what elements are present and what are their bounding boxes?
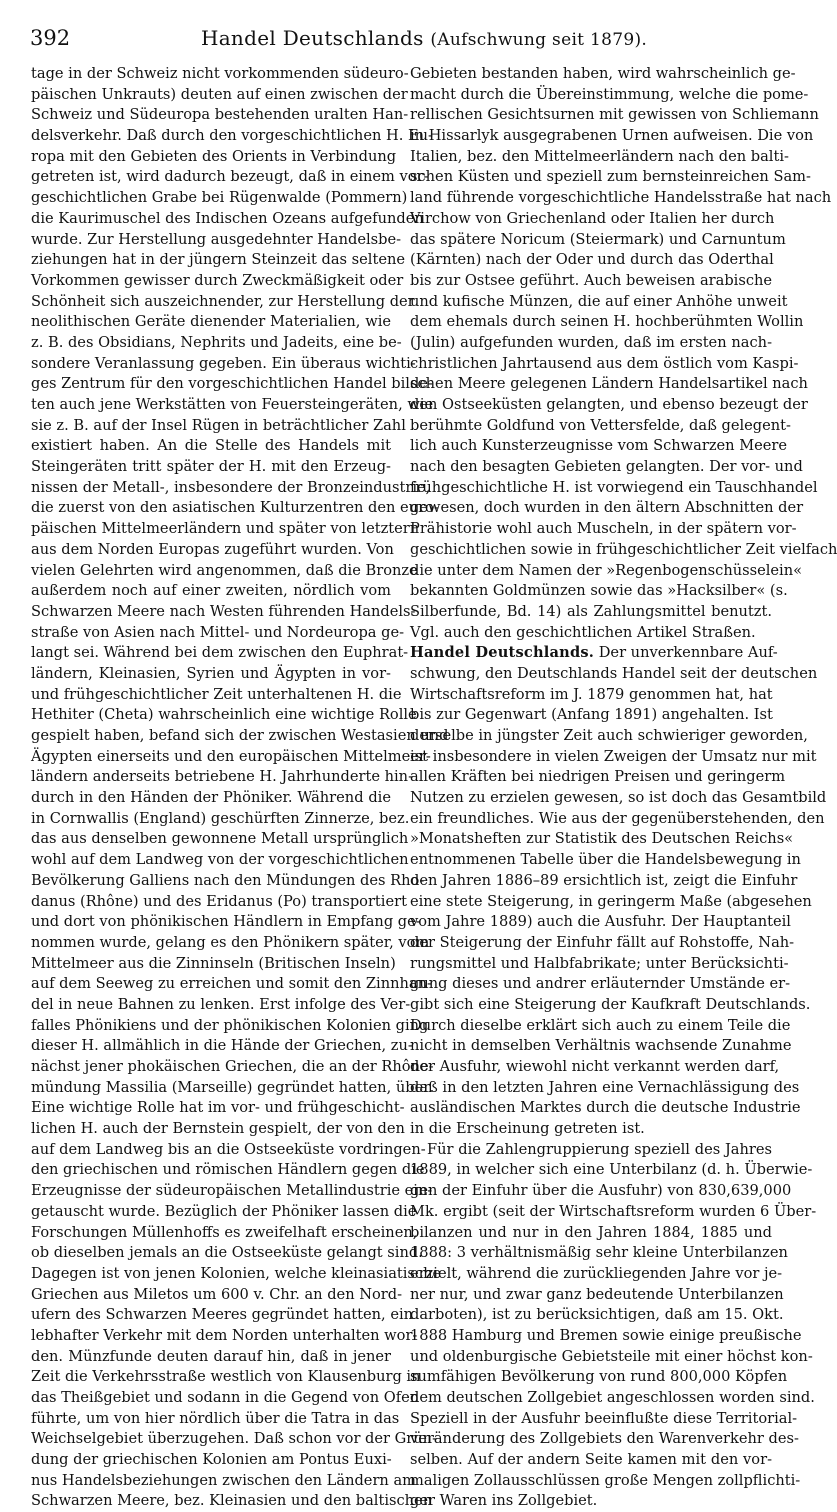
text-line: gen der Einfuhr über die Ausfuhr) von 830,639,000 [410,1182,792,1200]
text-line: Nutzen zu erzielen gewesen, so ist doch das Gesamtbild [410,789,827,807]
text-line: ufern des Schwarzen Meeres gegründet hatten, ein [31,1306,414,1324]
text-line: bis zur Gegenwart (Anfang 1891) angehalten. Ist [410,706,773,724]
text-line: Vgl. auch den geschichtlichen Artikel Straßen. [410,623,756,641]
running-title-subtitle: (Aufschwung seit 1879). [430,30,648,50]
text-line: den. Münzfunde deuten darauf hin, daß in jener [31,1347,391,1365]
text-line: ob dieselben jemals an die Ostseeküste gelangt sind. [31,1244,423,1262]
text-line: allen Kräften bei niedrigen Preisen und geringerm [410,768,786,786]
text-line: gewesen, doch wurden in den ältern Abschnitten der [410,499,804,517]
text-line: z. B. des Obsidians, Nephrits und Jadeits, eine be- [31,333,402,351]
text-line: Griechen aus Miletos um 600 v. Chr. an den Nord- [31,1285,403,1303]
text-line: neolithischen Geräte dienender Materialien, wie [31,313,391,331]
text-line: den griechischen und römischen Händlern gegen die [31,1161,425,1179]
text-line: den Ostseeküsten gelangten, und ebenso bezeugt der [410,396,808,413]
text-line: derselbe in jüngster Zeit auch schwieriger geworden, [410,727,808,744]
text-line: wohl auf dem Landweg von der vorgeschichtlichen [31,851,409,869]
text-line: Dagegen ist von jenen Kolonien, welche kleinasiatische [31,1264,442,1282]
text-line: die zuerst von den asiatischen Kulturzentren den euro- [31,499,439,517]
text-line: dem deutschen Zollgebiet angeschlossen worden sind. [410,1389,815,1406]
text-line: ziehungen hat in der jüngern Steinzeit das seltene [31,251,405,269]
text-line: Gebieten bestanden haben, wird wahrscheinlich ge- [410,65,796,82]
text-line: dung der griechischen Kolonien am Pontus Euxi- [31,1451,392,1469]
text-line: dem ehemals durch seinen H. hochberühmten Wollin [410,313,804,331]
text-line: darboten), ist zu berücksichtigen, daß am 15. Okt. [410,1306,784,1324]
text-line: Schweiz und Südeuropa bestehenden uralten Han- [31,106,409,124]
text-line: ist insbesondere in vielen Zweigen der Umsatz nur mit [410,747,817,765]
text-line: und dort von phönikischen Händlern in Empfang ge- [31,913,421,931]
text-line: bilanzen und nur in den Jahren 1884, 1885 und [410,1223,772,1241]
text-line: Vorkommen gewisser durch Zweckmäßigkeit oder [31,271,404,289]
text-line: das Theißgebiet und sodann in die Gegend von Ofen [31,1389,420,1406]
paragraph-handel-deutschlands [410,643,827,1140]
text-line: Prähistorie wohl auch Muscheln, in der spätern vor- [410,520,797,538]
text-line: päischen Unkrauts) deuten auf einen zwischen der [31,85,408,103]
text-line: lich auch Kunsterzeugnisse vom Schwarzen Meere [410,437,788,455]
text-line: bekannten Goldmünzen sowie das »Hacksilber« (s. [410,582,788,600]
text-line-rest: Der unverkennbare Auf- [594,644,778,662]
text-line: ner nur, und zwar ganz bedeutende Unterbilanzen [410,1285,784,1303]
text-line: in Cornwallis (England) geschürften Zinnerze, bez. [31,809,410,827]
text-line: sie z. B. auf der Insel Rügen in beträchtlicher Zahl [31,416,406,434]
text-line: geschichtlichen sowie in frühgeschichtlicher Zeit vielfach [410,540,837,558]
text-line: tage in der Schweiz nicht vorkommenden südeuro- [31,65,409,82]
running-header [30,26,778,56]
text-line: berühmte Goldfund von Vettersfelde, daß gelegent- [410,416,791,434]
text-line: in die Erscheinung getreten ist. [410,1120,645,1138]
text-line: der Ausfuhr, wiewohl nicht verkannt werden darf, [410,1058,780,1075]
text-line: und frühgeschichtlicher Zeit unterhaltenen H. die [31,685,402,703]
text-line: ein freundliches. Wie aus der gegenüberstehenden, den [410,809,825,827]
paragraph-zahlengruppierung [410,1140,817,1512]
left-column [31,64,449,1512]
text-line: delsverkehr. Daß durch den vorgeschichtlichen H. Eu- [31,127,433,145]
text-line: ten auch jene Werkstätten von Feuersteingeräten, wie [31,396,434,413]
text-line: sondere Veranlassung gegeben. Ein überaus wichti- [31,354,416,372]
paragraph-prehistoric-trade [410,64,837,643]
text-line: (Kärnten) nach der Oder und durch das Oderthal [410,251,774,269]
text-line: schen Meere gelegenen Ländern Handelsartikel nach [410,375,808,393]
text-line: und oldenburgische Gebietsteile mit einer höchst kon- [410,1347,813,1365]
text-line: Steingeräten tritt später der H. mit den Erzeug- [31,458,391,476]
text-line: 1889, in welcher sich eine Unterbilanz (d. h. Überwie- [410,1161,813,1179]
text-line: Forschungen Müllenhoffs es zweifelhaft erscheinen, [31,1223,418,1241]
text-line: (Julin) aufgefunden wurden, daß im ersten nach- [410,333,772,351]
text-line: nicht in demselben Verhältnis wachsende Zunahme [410,1037,792,1055]
text-line: geschichtlichen Grabe bei Rügenwalde (Pommern) [31,189,408,207]
text-line: getreten ist, wird dadurch bezeugt, daß in einem vor- [31,168,429,186]
text-line: macht durch die Übereinstimmung, welche die pome- [410,85,809,103]
text-line: 1888 Hamburg und Bremen sowie einige preußische [410,1326,802,1344]
text-line: Durch dieselbe erklärt sich auch zu einem Teile die [410,1016,791,1034]
text-line: »Monatsheften zur Statistik des Deutschen Reichs« [410,830,794,848]
text-line: auf dem Seeweg zu erreichen und somit den Zinnhan- [31,975,432,993]
right-column [410,64,837,1512]
text-line: gibt sich eine Steigerung der Kaufkraft Deutschlands. [410,995,811,1013]
running-title-main: Handel Deutschlands [200,26,424,50]
text-line: entnommenen Tabelle über die Handelsbewegung in [410,851,801,869]
text-line: der Steigerung der Einfuhr fällt auf Rohstoffe, Nah- [410,933,795,951]
text-line: christlichen Jahrtausend aus dem östlich vom Kaspi- [410,354,799,372]
text-line: Schönheit sich auszeichnender, zur Herstellung der [31,292,415,310]
text-line: gung dieses und andrer erläuternder Umstände er- [410,975,791,993]
text-line: Silberfunde, Bd. 14) als Zahlungsmittel benutzt. [410,602,772,620]
text-line: den Jahren 1886–89 ersichtlich ist, zeigt die Einfuhr [410,871,798,889]
page-number: 392 [30,26,71,50]
text-line: Für die Zahlengruppierung speziell des Jahres [427,1140,772,1158]
text-line: falles Phönikiens und der phönikischen Kolonien ging [31,1016,429,1034]
text-line: rellischen Gesichtsurnen mit gewissen von Schliemann [410,106,819,124]
text-line: existiert haben. An die Stelle des Handels mit [31,437,391,455]
text-line: dieser H. allmählich in die Hände der Griechen, zu- [31,1037,413,1055]
text-line: das aus denselben gewonnene Metall ursprünglich [31,830,409,848]
text-line: langt sei. Während bei dem zwischen den Euphrat- [31,644,409,662]
text-line: straße von Asien nach Mittel- und Nordeuropa ge- [31,623,405,641]
text-line: ropa mit den Gebieten des Orients in Verbindung [31,147,397,165]
text-line: ländern anderseits betriebene H. Jahrhunderte hin- [31,768,413,786]
text-line: Eine wichtige Rolle hat im vor- und frühgeschicht- [31,1099,405,1117]
text-line: frühgeschichtliche H. ist vorwiegend ein Tauschhandel [410,478,818,496]
text-line: und kufische Münzen, die auf einer Anhöhe unweit [410,292,788,310]
text-line: vielen Gelehrten wird angenommen, daß die Bronze [31,561,418,579]
text-line: Zeit die Verkehrsstraße westlich von Klausenburg in [31,1368,421,1386]
text-line: Schwarzen Meere nach Westen führenden Handels- [31,602,416,620]
text-line: wurde. Zur Herstellung ausgedehnter Handelsbe- [31,230,402,248]
text-line: durch in den Händen der Phöniker. Während die [31,789,391,807]
text-line: Schwarzen Meere, bez. Kleinasien und den baltischen [31,1492,433,1510]
text-line: die unter dem Namen der »Regenbogenschüsselein« [410,561,803,579]
text-line: in Hissarlyk ausgegrabenen Urnen aufweisen. Die von [410,127,814,145]
text-line: Ägypten einerseits und den europäischen Mittelmeer- [31,747,431,765]
text-line: ger Waren ins Zollgebiet. [410,1492,598,1510]
text-line: rungsmittel und Halbfabrikate; unter Berücksichti- [410,954,789,972]
text-line: Wirtschaftsreform im J. 1879 genommen hat, hat [410,685,773,703]
text-line: 1888: 3 verhältnismäßig sehr kleine Unterbilanzen [410,1244,788,1262]
text-line: selben. Auf der andern Seite kamen mit den vor- [410,1451,772,1469]
text-line: mündung Massilia (Marseille) gegründet hatten, über. [31,1078,434,1096]
text-line: nommen wurde, gelang es den Phönikern später, vom [31,933,430,951]
text-line: Erzeugnisse der südeuropäischen Metallindustrie ein- [31,1182,433,1200]
text-line: daß in den letzten Jahren eine Vernachlässigung des [410,1078,800,1096]
text-line: päischen Mittelmeerländern und später von letztern [31,520,420,538]
text-line: nissen der Metall-, insbesondere der Bronzeindustrie, [31,478,431,496]
column-divider [399,64,400,1239]
text-line: Speziell in der Ausfuhr beeinflußte diese Territorial- [410,1409,798,1427]
text-line: das spätere Noricum (Steiermark) und Carnuntum [410,230,786,248]
text-line: lichen H. auch der Bernstein gespielt, der von den [31,1120,405,1138]
text-line: del in neue Bahnen zu lenken. Erst infolge des Ver- [31,995,411,1013]
article-heading: Handel Deutschlands. [410,644,595,662]
text-line: lebhafter Verkehr mit dem Norden unterhalten wor- [31,1326,418,1344]
paragraph-prehistoric-trade-continued [31,64,449,1512]
text-line [410,643,778,664]
text-line: veränderung des Zollgebiets den Warenverkehr des- [410,1430,799,1448]
text-line: Mittelmeer aus die Zinninseln (Britischen Inseln) [31,954,396,972]
text-line: nächst jener phokäischen Griechen, die an der Rhône- [31,1058,434,1075]
text-line: Mk. ergibt (seit der Wirtschaftsreform wurden 6 Über- [410,1202,817,1220]
text-line: Hethiter (Cheta) wahrscheinlich eine wichtige Rolle [31,706,417,724]
text-line: Weichselgebiet überzugehen. Daß schon vor der Grün- [31,1430,438,1448]
text-line: auf dem Landweg bis an die Ostseeküste vordringen- [31,1140,426,1158]
text-line: erzielt, während die zurückliegenden Jahre vor je- [410,1264,783,1282]
text-line: vom Jahre 1889) auch die Ausfuhr. Der Hauptanteil [410,913,791,931]
text-line: ges Zentrum für den vorgeschichtlichen Handel bilde- [31,375,433,393]
text-line: ausländischen Marktes durch die deutsche Industrie [410,1099,801,1117]
text-line: eine stete Steigerung, in geringerm Maße (abgesehen [410,892,812,910]
text-line: Bevölkerung Galliens nach den Mündungen des Rho- [31,871,425,889]
text-line: außerdem noch auf einer zweiten, nördlich vom [31,582,391,600]
text-line: getauscht wurde. Bezüglich der Phöniker lassen die [31,1202,417,1220]
text-line: Virchow von Griechenland oder Italien her durch [410,209,775,227]
text-line: aus dem Norden Europas zugeführt wurden. Von [31,540,394,558]
text-line: nach den besagten Gebieten gelangten. Der vor- und [410,458,803,476]
text-line: ländern, Kleinasien, Syrien und Ägypten in vor- [31,664,391,682]
text-line: danus (Rhône) und des Eridanus (Po) transportiert [31,892,407,910]
text-line: land führende vorgeschichtliche Handelsstraße hat nach [410,189,832,207]
text-line: gespielt haben, befand sich der zwischen Westasien und [31,727,449,744]
text-line: schen Küsten und speziell zum bernsteinreichen Sam- [410,168,811,186]
text-line: nus Handelsbeziehungen zwischen den Ländern am [31,1471,416,1489]
text-line: schwung, den Deutschlands Handel seit der deutschen [410,664,818,682]
text-line: Italien, bez. den Mittelmeerländern nach den balti- [410,147,789,165]
text-line: bis zur Ostsee geführt. Auch beweisen arabische [410,271,773,289]
running-title [70,26,778,50]
text-line: sumfähigen Bevölkerung von rund 800,000 Köpfen [410,1368,788,1386]
text-line: die Kaurimuschel des Indischen Ozeans aufgefunden [31,209,424,227]
text-line: maligen Zollausschlüssen große Mengen zollpflichti- [410,1471,801,1489]
text-line: führte, um von hier nördlich über die Tatra in das [31,1409,400,1427]
